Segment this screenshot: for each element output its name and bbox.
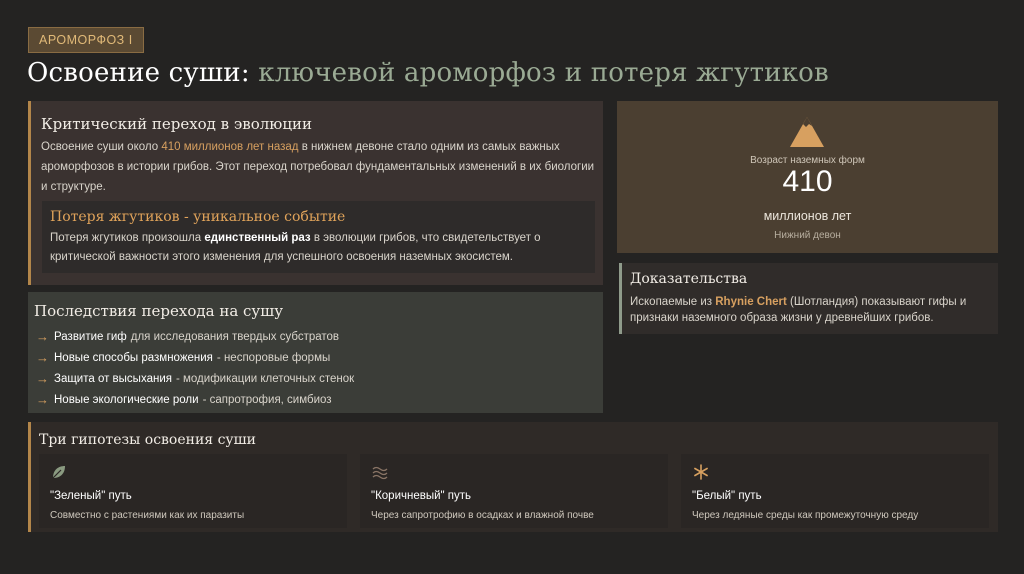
- list-item: [36, 368, 354, 389]
- flagella-strong: единственный раз: [204, 232, 311, 244]
- stat-period: Нижний девон: [774, 230, 841, 241]
- list-item: [36, 389, 354, 410]
- hypothesis-desc: Через сапротрофию в осадках и влажной почве: [371, 510, 594, 521]
- page-title: [27, 58, 829, 88]
- critical-highlight: 410 миллионов лет назад: [161, 141, 299, 153]
- list-item: [36, 326, 354, 347]
- hypothesis-green: [39, 454, 347, 528]
- age-stat-card: [617, 101, 998, 253]
- item-strong: Защита от высыхания: [54, 372, 172, 385]
- evidence-heading: Доказательства: [630, 271, 748, 287]
- consequences-heading: Последствия перехода на сушу: [34, 302, 284, 320]
- mountain-icon: [789, 115, 825, 149]
- item-rest: - неспоровые формы: [216, 351, 331, 364]
- evidence-card: [619, 263, 998, 334]
- arrow-icon: →: [36, 392, 49, 407]
- stat-value: 410: [782, 165, 833, 198]
- item-strong: Развитие гиф: [54, 330, 127, 343]
- consequences-list: [36, 326, 354, 410]
- arrow-icon: →: [36, 371, 49, 386]
- hypothesis-name: "Коричневый" путь: [371, 490, 472, 502]
- evidence-text-start: Ископаемые из: [630, 296, 716, 308]
- evidence-text-end: (Шотландия) показывают гифы и признаки наземного образа жизни у древнейших грибов.: [630, 296, 967, 324]
- critical-heading: Критический переход в эволюции: [41, 115, 313, 133]
- evidence-highlight: Rhynie Chert: [715, 296, 787, 308]
- hypothesis-brown: [360, 454, 668, 528]
- stat-unit: миллионов лет: [763, 209, 852, 223]
- critical-text-start: Освоение суши около: [41, 141, 162, 153]
- hypotheses-heading: Три гипотезы освоения суши: [39, 432, 256, 448]
- flagella-heading: Потеря жгутиков - уникальное событие: [50, 209, 346, 225]
- leaf-icon: [51, 464, 67, 480]
- water-icon: [372, 464, 388, 480]
- item-strong: Новые экологические роли: [54, 393, 199, 406]
- consequences-card: [28, 292, 603, 413]
- hypotheses-card: [28, 422, 998, 532]
- hypothesis-name: "Белый" путь: [692, 490, 762, 502]
- flagella-text-start: Потеря жгутиков произошла: [50, 232, 205, 244]
- arrow-icon: →: [36, 329, 49, 344]
- flagella-loss-box: [42, 201, 595, 273]
- critical-text-end: в нижнем девоне стало одним из самых важных ароморфозов в истории грибов. Этот переход потребовал фундаментальных изменений в их биологии и структуре.: [41, 141, 595, 193]
- hypothesis-desc: Через ледяные среды как промежуточную среду: [692, 510, 919, 521]
- stat-label: Возраст наземных форм: [750, 155, 865, 166]
- list-item: [36, 347, 354, 368]
- critical-transition-card: [28, 101, 603, 285]
- item-strong: Новые способы размножения: [54, 351, 213, 364]
- arrow-icon: →: [36, 350, 49, 365]
- page-title-main: Освоение суши:: [27, 58, 250, 88]
- item-rest: - сапротрофия, симбиоз: [202, 393, 332, 406]
- flagella-text: [50, 229, 587, 267]
- hypothesis-desc: Совместно с растениями как их паразиты: [50, 510, 245, 521]
- evidence-text: [630, 294, 990, 326]
- critical-text: [41, 137, 596, 197]
- item-rest: - модификации клеточных стенок: [175, 372, 355, 385]
- hypothesis-white: [681, 454, 989, 528]
- snowflake-icon: [693, 464, 709, 480]
- flagella-text-end: в эволюции грибов, что свидетельствует о критической важности этого изменения для успешного освоения наземных экосистем.: [50, 232, 541, 263]
- section-badge: АРОМОРФОЗ I: [28, 27, 144, 53]
- page-title-accent: ключевой ароморфоз и потеря жгутиков: [258, 58, 829, 88]
- hypothesis-name: "Зеленый" путь: [50, 490, 132, 502]
- item-rest: для исследования твердых субстратов: [130, 330, 340, 343]
